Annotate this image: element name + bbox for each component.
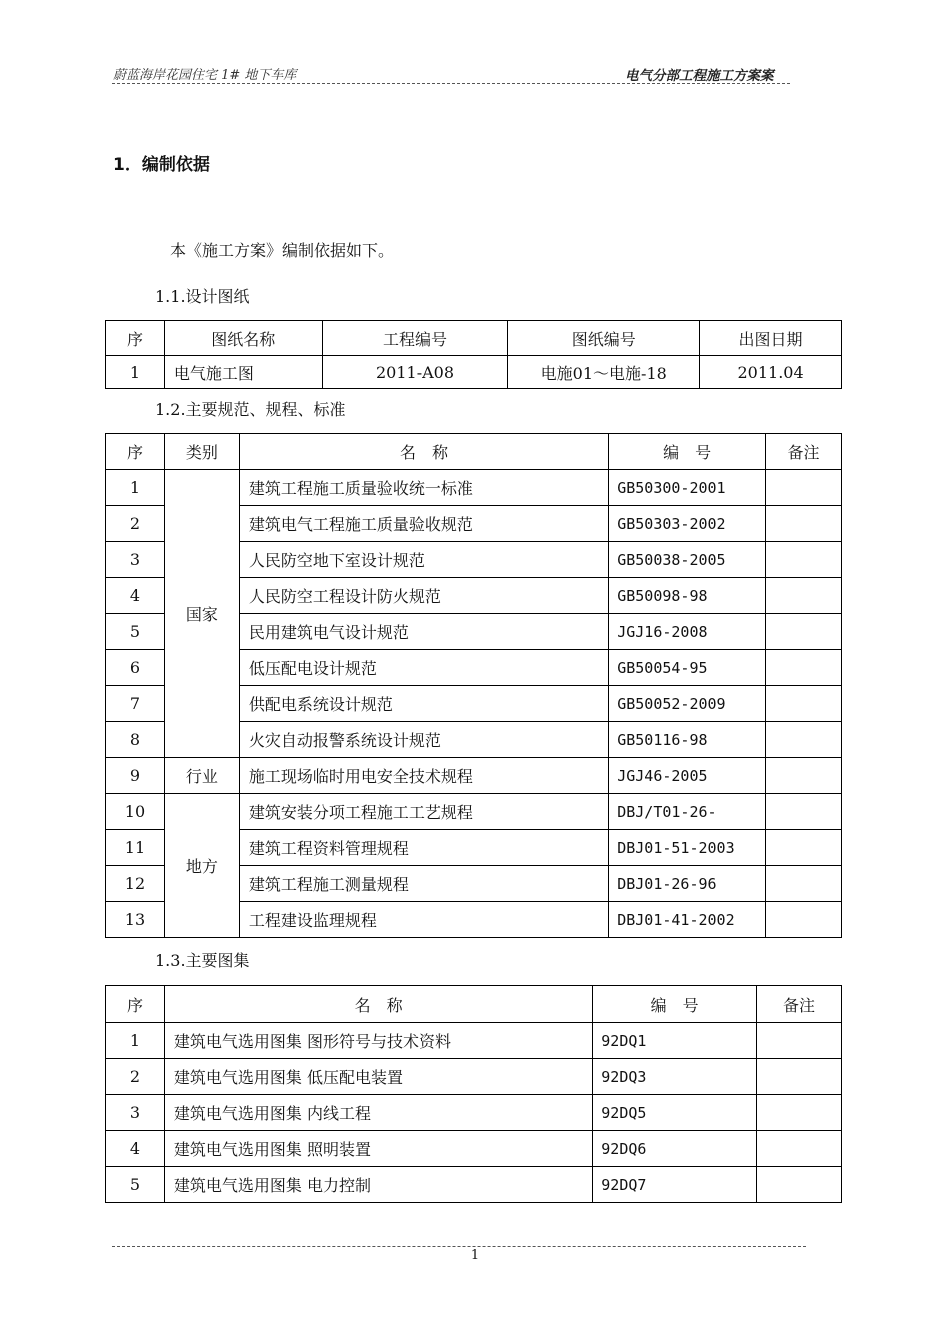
remark-cell [766, 542, 842, 578]
remark-cell [757, 1059, 842, 1095]
category-cell: 行业 [164, 758, 239, 794]
header-cell: 序 [106, 986, 165, 1023]
standard-name: 建筑工程施工质量验收统一标准 [239, 470, 608, 506]
standard-name: 工程建设监理规程 [239, 902, 608, 938]
standard-code: JGJ46-2005 [609, 758, 766, 794]
table-header-row [106, 321, 842, 356]
standard-name: 火灾自动报警系统设计规范 [239, 722, 608, 758]
standard-name: 供配电系统设计规范 [239, 686, 608, 722]
category-cell: 国家 [164, 470, 239, 758]
remark-cell [757, 1095, 842, 1131]
remark-cell [766, 686, 842, 722]
atlas-code: 92DQ1 [593, 1023, 757, 1059]
standard-code: DBJ01-26-96 [609, 866, 766, 902]
row-index: 4 [106, 578, 165, 614]
table-row [106, 1167, 842, 1203]
row-index: 12 [106, 866, 165, 902]
header-cell: 编 号 [593, 986, 757, 1023]
header-cell: 类别 [164, 434, 239, 470]
drawing-number: 电施01～电施-18 [508, 356, 700, 389]
drawings-table [105, 320, 842, 389]
row-index: 6 [106, 650, 165, 686]
standards-table [105, 433, 842, 938]
header-cell: 备注 [757, 986, 842, 1023]
row-index: 2 [106, 1059, 165, 1095]
table-row [106, 794, 842, 830]
header-cell: 序 [106, 321, 165, 356]
subsection-title-standards: 1.2.主要规范、规程、标准 [155, 400, 346, 419]
row-index: 11 [106, 830, 165, 866]
table-row [106, 758, 842, 794]
issue-date: 2011.04 [700, 356, 842, 389]
standard-name: 建筑工程施工测量规程 [239, 866, 608, 902]
intro-paragraph: 本《施工方案》编制依据如下。 [170, 241, 395, 260]
remark-cell [766, 758, 842, 794]
section-heading: 1．编制依据 [113, 155, 210, 175]
atlas-name: 建筑电气选用图集 低压配电装置 [164, 1059, 592, 1095]
standard-name: 人民防空工程设计防火规范 [239, 578, 608, 614]
remark-cell [766, 470, 842, 506]
remark-cell [766, 866, 842, 902]
standard-code: GB50116-98 [609, 722, 766, 758]
header-cell: 图纸名称 [164, 321, 322, 356]
atlases-table [105, 985, 842, 1203]
remark-cell [766, 650, 842, 686]
remark-cell [766, 830, 842, 866]
row-index: 5 [106, 614, 165, 650]
category-cell: 地方 [164, 794, 239, 938]
row-index: 9 [106, 758, 165, 794]
atlas-name: 建筑电气选用图集 图形符号与技术资料 [164, 1023, 592, 1059]
drawing-name: 电气施工图 [164, 356, 322, 389]
table-header-row [106, 434, 842, 470]
standard-code: GB50300-2001 [609, 470, 766, 506]
header-divider [112, 83, 790, 84]
remark-cell [757, 1023, 842, 1059]
project-number: 2011-A08 [322, 356, 508, 389]
standard-name: 建筑电气工程施工质量验收规范 [239, 506, 608, 542]
standard-name: 建筑安装分项工程施工工艺规程 [239, 794, 608, 830]
header-cell: 名 称 [239, 434, 608, 470]
table-row [106, 1095, 842, 1131]
row-index: 10 [106, 794, 165, 830]
table-row [106, 470, 842, 506]
standard-code: DBJ/T01-26- [609, 794, 766, 830]
atlas-name: 建筑电气选用图集 内线工程 [164, 1095, 592, 1131]
header-cell: 名 称 [164, 986, 592, 1023]
remark-cell [766, 578, 842, 614]
remark-cell [757, 1167, 842, 1203]
subsection-title-drawings: 1.1.设计图纸 [155, 287, 250, 306]
header-cell: 备注 [766, 434, 842, 470]
header-cell: 图纸编号 [508, 321, 700, 356]
atlas-name: 建筑电气选用图集 照明装置 [164, 1131, 592, 1167]
header-cell: 出图日期 [700, 321, 842, 356]
subsection-title-atlases: 1.3.主要图集 [155, 951, 250, 970]
table-header-row [106, 986, 842, 1023]
standard-code: JGJ16-2008 [609, 614, 766, 650]
row-index: 2 [106, 506, 165, 542]
row-index: 4 [106, 1131, 165, 1167]
row-index: 3 [106, 1095, 165, 1131]
row-index: 1 [106, 470, 165, 506]
remark-cell [766, 794, 842, 830]
page-number: 1 [470, 1248, 480, 1263]
atlas-code: 92DQ7 [593, 1167, 757, 1203]
row-index: 13 [106, 902, 165, 938]
header-document-title: 电气分部工程施工方案案 [625, 68, 774, 84]
atlas-code: 92DQ6 [593, 1131, 757, 1167]
atlas-code: 92DQ5 [593, 1095, 757, 1131]
header-cell: 编 号 [609, 434, 766, 470]
standard-name: 民用建筑电气设计规范 [239, 614, 608, 650]
standard-code: GB50303-2002 [609, 506, 766, 542]
standard-code: DBJ01-41-2002 [609, 902, 766, 938]
remark-cell [766, 722, 842, 758]
remark-cell [766, 614, 842, 650]
footer-divider [112, 1246, 806, 1247]
remark-cell [757, 1131, 842, 1167]
header-cell: 工程编号 [322, 321, 508, 356]
row-index: 8 [106, 722, 165, 758]
standard-code: GB50038-2005 [609, 542, 766, 578]
row-index: 7 [106, 686, 165, 722]
remark-cell [766, 902, 842, 938]
remark-cell [766, 506, 842, 542]
standard-name: 低压配电设计规范 [239, 650, 608, 686]
standard-code: GB50098-98 [609, 578, 766, 614]
header-cell: 序 [106, 434, 165, 470]
standard-name: 建筑工程资料管理规程 [239, 830, 608, 866]
table-row [106, 1023, 842, 1059]
standard-name: 人民防空地下室设计规范 [239, 542, 608, 578]
row-index: 1 [106, 356, 165, 389]
row-index: 1 [106, 1023, 165, 1059]
table-row [106, 1131, 842, 1167]
table-row [106, 1059, 842, 1095]
standard-name: 施工现场临时用电安全技术规程 [239, 758, 608, 794]
standard-code: GB50052-2009 [609, 686, 766, 722]
row-index: 3 [106, 542, 165, 578]
table-row [106, 356, 842, 389]
atlas-code: 92DQ3 [593, 1059, 757, 1095]
standard-code: GB50054-95 [609, 650, 766, 686]
standard-code: DBJ01-51-2003 [609, 830, 766, 866]
atlas-name: 建筑电气选用图集 电力控制 [164, 1167, 592, 1203]
header-project-name: 蔚蓝海岸花园住宅 1# 地下车库 [113, 68, 297, 83]
row-index: 5 [106, 1167, 165, 1203]
